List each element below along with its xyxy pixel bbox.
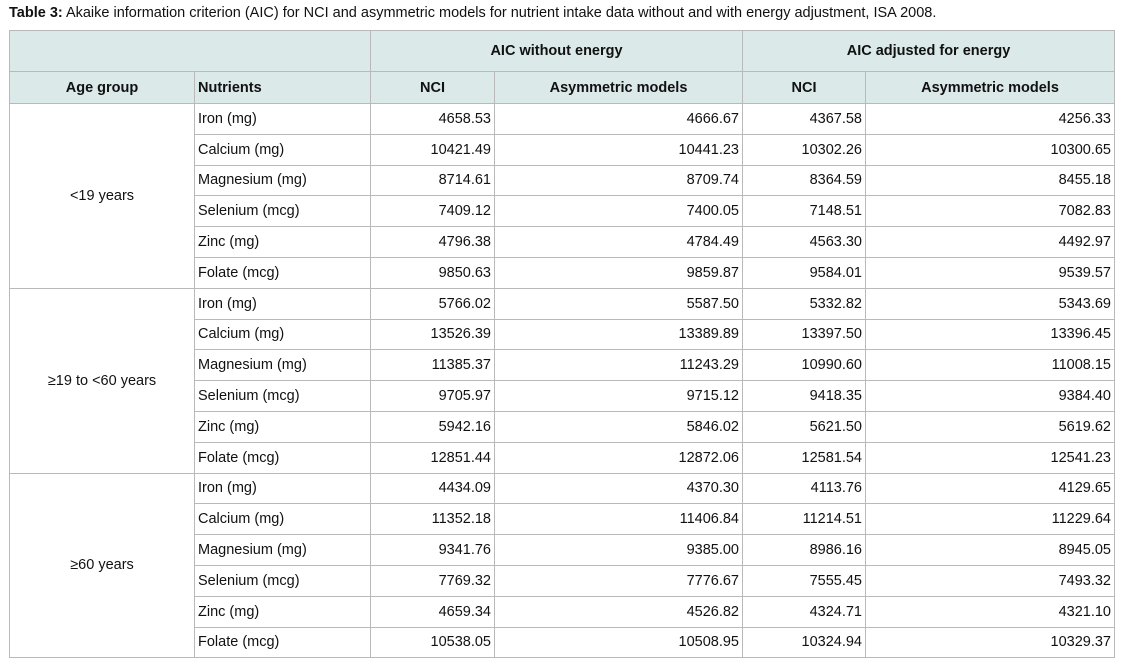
header-nutrients: Nutrients bbox=[195, 72, 371, 104]
asym-without-cell: 4784.49 bbox=[495, 227, 743, 258]
nci-adjusted-cell: 12581.54 bbox=[743, 442, 866, 473]
asym-adjusted-cell: 8455.18 bbox=[866, 165, 1115, 196]
asym-adjusted-cell: 8945.05 bbox=[866, 535, 1115, 566]
nutrient-cell: Iron (mg) bbox=[195, 104, 371, 135]
header-row-groups bbox=[10, 31, 1115, 72]
nci-adjusted-cell: 10990.60 bbox=[743, 350, 866, 381]
table-row bbox=[10, 288, 1115, 319]
header-aic-without-energy: AIC without energy bbox=[371, 31, 743, 72]
nci-adjusted-cell: 11214.51 bbox=[743, 504, 866, 535]
nutrient-cell: Selenium (mcg) bbox=[195, 565, 371, 596]
nutrient-cell: Folate (mcg) bbox=[195, 627, 371, 658]
age-group-cell: <19 years bbox=[10, 104, 195, 289]
table-header bbox=[10, 31, 1115, 104]
asym-without-cell: 9859.87 bbox=[495, 257, 743, 288]
nci-without-cell: 12851.44 bbox=[371, 442, 495, 473]
header-nci-adjusted: NCI bbox=[743, 72, 866, 104]
nci-without-cell: 4659.34 bbox=[371, 596, 495, 627]
nci-without-cell: 11352.18 bbox=[371, 504, 495, 535]
asym-adjusted-cell: 12541.23 bbox=[866, 442, 1115, 473]
nci-adjusted-cell: 4563.30 bbox=[743, 227, 866, 258]
aic-table bbox=[9, 30, 1115, 658]
header-row-columns bbox=[10, 72, 1115, 104]
nutrient-cell: Calcium (mg) bbox=[195, 319, 371, 350]
table-caption bbox=[9, 4, 936, 22]
nci-without-cell: 9850.63 bbox=[371, 257, 495, 288]
nutrient-cell: Magnesium (mg) bbox=[195, 165, 371, 196]
asym-adjusted-cell: 7082.83 bbox=[866, 196, 1115, 227]
asym-without-cell: 10441.23 bbox=[495, 134, 743, 165]
nci-adjusted-cell: 10324.94 bbox=[743, 627, 866, 658]
nci-adjusted-cell: 4113.76 bbox=[743, 473, 866, 504]
asym-without-cell: 11243.29 bbox=[495, 350, 743, 381]
asym-without-cell: 5846.02 bbox=[495, 411, 743, 442]
header-empty-cell bbox=[10, 31, 371, 72]
asym-without-cell: 9385.00 bbox=[495, 535, 743, 566]
asym-adjusted-cell: 9384.40 bbox=[866, 381, 1115, 412]
nci-without-cell: 5766.02 bbox=[371, 288, 495, 319]
asym-without-cell: 9715.12 bbox=[495, 381, 743, 412]
asym-without-cell: 4526.82 bbox=[495, 596, 743, 627]
nutrient-cell: Zinc (mg) bbox=[195, 227, 371, 258]
nci-adjusted-cell: 9418.35 bbox=[743, 381, 866, 412]
header-nci-without: NCI bbox=[371, 72, 495, 104]
age-group-cell: ≥60 years bbox=[10, 473, 195, 658]
caption-label: Table 3: bbox=[9, 5, 63, 21]
nci-without-cell: 11385.37 bbox=[371, 350, 495, 381]
nci-adjusted-cell: 9584.01 bbox=[743, 257, 866, 288]
asym-without-cell: 8709.74 bbox=[495, 165, 743, 196]
nutrient-cell: Selenium (mcg) bbox=[195, 196, 371, 227]
table-row bbox=[10, 473, 1115, 504]
nci-adjusted-cell: 4367.58 bbox=[743, 104, 866, 135]
asym-adjusted-cell: 7493.32 bbox=[866, 565, 1115, 596]
nci-adjusted-cell: 4324.71 bbox=[743, 596, 866, 627]
header-aic-adjusted-energy: AIC adjusted for energy bbox=[743, 31, 1115, 72]
nutrient-cell: Folate (mcg) bbox=[195, 257, 371, 288]
nci-adjusted-cell: 8364.59 bbox=[743, 165, 866, 196]
nci-without-cell: 8714.61 bbox=[371, 165, 495, 196]
nci-without-cell: 4796.38 bbox=[371, 227, 495, 258]
nutrient-cell: Calcium (mg) bbox=[195, 504, 371, 535]
nci-adjusted-cell: 5621.50 bbox=[743, 411, 866, 442]
nutrient-cell: Magnesium (mg) bbox=[195, 350, 371, 381]
nci-adjusted-cell: 8986.16 bbox=[743, 535, 866, 566]
nci-without-cell: 5942.16 bbox=[371, 411, 495, 442]
nutrient-cell: Folate (mcg) bbox=[195, 442, 371, 473]
asym-adjusted-cell: 11008.15 bbox=[866, 350, 1115, 381]
nutrient-cell: Magnesium (mg) bbox=[195, 535, 371, 566]
nutrient-cell: Zinc (mg) bbox=[195, 411, 371, 442]
nci-without-cell: 7409.12 bbox=[371, 196, 495, 227]
header-age-group: Age group bbox=[10, 72, 195, 104]
asym-adjusted-cell: 4321.10 bbox=[866, 596, 1115, 627]
asym-adjusted-cell: 9539.57 bbox=[866, 257, 1115, 288]
header-asym-adjusted: Asymmetric models bbox=[866, 72, 1115, 104]
nci-adjusted-cell: 10302.26 bbox=[743, 134, 866, 165]
asym-adjusted-cell: 5619.62 bbox=[866, 411, 1115, 442]
asym-without-cell: 4370.30 bbox=[495, 473, 743, 504]
asym-without-cell: 13389.89 bbox=[495, 319, 743, 350]
table-row bbox=[10, 104, 1115, 135]
nci-adjusted-cell: 7148.51 bbox=[743, 196, 866, 227]
asym-adjusted-cell: 4129.65 bbox=[866, 473, 1115, 504]
asym-adjusted-cell: 11229.64 bbox=[866, 504, 1115, 535]
asym-without-cell: 12872.06 bbox=[495, 442, 743, 473]
asym-without-cell: 11406.84 bbox=[495, 504, 743, 535]
nutrient-cell: Iron (mg) bbox=[195, 288, 371, 319]
nci-without-cell: 4434.09 bbox=[371, 473, 495, 504]
nci-without-cell: 13526.39 bbox=[371, 319, 495, 350]
nci-adjusted-cell: 5332.82 bbox=[743, 288, 866, 319]
nci-adjusted-cell: 13397.50 bbox=[743, 319, 866, 350]
asym-adjusted-cell: 4256.33 bbox=[866, 104, 1115, 135]
nutrient-cell: Zinc (mg) bbox=[195, 596, 371, 627]
header-asym-without: Asymmetric models bbox=[495, 72, 743, 104]
nci-without-cell: 10421.49 bbox=[371, 134, 495, 165]
table-body bbox=[10, 104, 1115, 658]
nutrient-cell: Iron (mg) bbox=[195, 473, 371, 504]
nci-without-cell: 9705.97 bbox=[371, 381, 495, 412]
asym-adjusted-cell: 10329.37 bbox=[866, 627, 1115, 658]
nutrient-cell: Calcium (mg) bbox=[195, 134, 371, 165]
nci-without-cell: 9341.76 bbox=[371, 535, 495, 566]
asym-adjusted-cell: 4492.97 bbox=[866, 227, 1115, 258]
asym-without-cell: 5587.50 bbox=[495, 288, 743, 319]
asym-adjusted-cell: 13396.45 bbox=[866, 319, 1115, 350]
nci-without-cell: 4658.53 bbox=[371, 104, 495, 135]
nci-without-cell: 10538.05 bbox=[371, 627, 495, 658]
asym-without-cell: 10508.95 bbox=[495, 627, 743, 658]
asym-without-cell: 4666.67 bbox=[495, 104, 743, 135]
asym-without-cell: 7776.67 bbox=[495, 565, 743, 596]
nci-without-cell: 7769.32 bbox=[371, 565, 495, 596]
asym-without-cell: 7400.05 bbox=[495, 196, 743, 227]
nci-adjusted-cell: 7555.45 bbox=[743, 565, 866, 596]
asym-adjusted-cell: 10300.65 bbox=[866, 134, 1115, 165]
age-group-cell: ≥19 to <60 years bbox=[10, 288, 195, 473]
asym-adjusted-cell: 5343.69 bbox=[866, 288, 1115, 319]
caption-text: Akaike information criterion (AIC) for NCI and asymmetric models for nutrient intake data without and with energy adjustment, ISA 2008. bbox=[62, 5, 937, 21]
nutrient-cell: Selenium (mcg) bbox=[195, 381, 371, 412]
